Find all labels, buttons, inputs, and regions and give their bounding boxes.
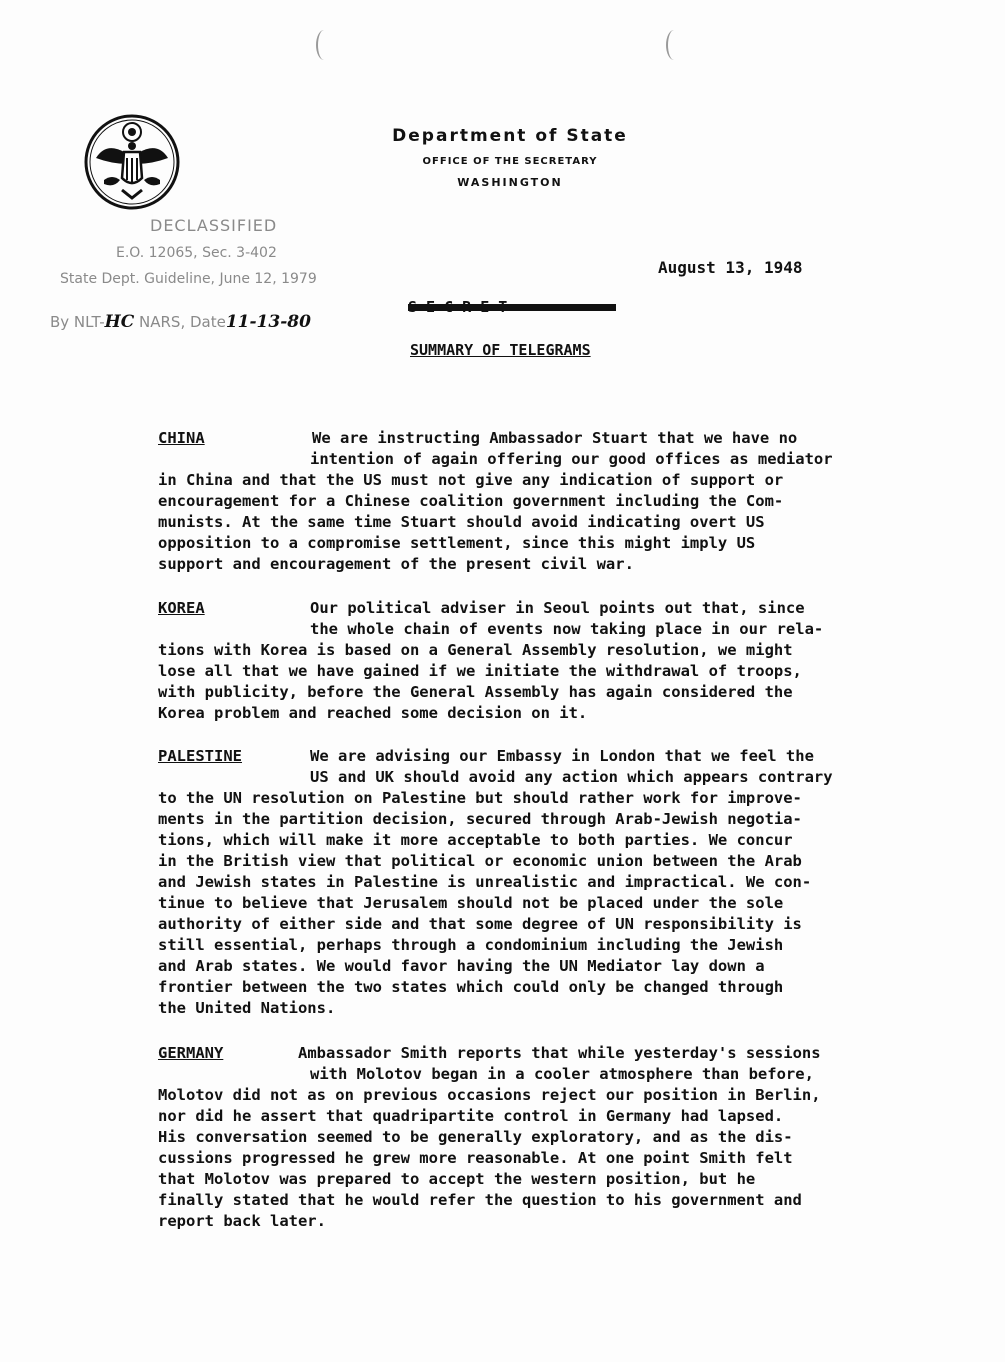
section-line: in China and that the US must not give any indication of support or <box>158 471 784 489</box>
section-line: support and encouragement of the present civil war. <box>158 555 634 573</box>
section-palestine <box>158 746 833 1019</box>
section-line: the whole chain of events now taking place in our rela- <box>310 620 824 638</box>
section-line: nor did he assert that quadripartite control in Germany had lapsed. <box>158 1107 784 1125</box>
section-heading: KOREA <box>158 599 205 617</box>
reviewer-initials: HC <box>104 312 135 332</box>
section-line: the United Nations. <box>158 999 336 1017</box>
section-line: Molotov did not as on previous occasions reject our position in Berlin, <box>158 1086 821 1104</box>
section-line: tinue to believe that Jerusalem should not be placed under the sole <box>158 894 784 912</box>
section-line: US and UK should avoid any action which appears contrary <box>310 768 833 786</box>
redaction-strike <box>408 304 616 311</box>
section-line: frontier between the two states which could only be changed through <box>158 978 784 996</box>
great-seal-eagle-icon <box>82 112 212 212</box>
section-line: cussions progressed he grew more reasonable. At one point Smith felt <box>158 1149 793 1167</box>
section-line: encouragement for a Chinese coalition government including the Com- <box>158 492 784 510</box>
section-line: in the British view that political or economic union between the Arab <box>158 852 802 870</box>
section-line: tions, which will make it more acceptable to both parties. We concur <box>158 831 793 849</box>
authorization-prefix: By NLT- <box>50 313 105 331</box>
section-line: Ambassador Smith reports that while yesterday's sessions <box>298 1044 821 1062</box>
executive-order-ref: E.O. 12065, Sec. 3-402 <box>116 245 277 261</box>
section-line: to the UN resolution on Palestine but should rather work for improve- <box>158 789 802 807</box>
section-korea <box>158 598 823 724</box>
guideline-ref: State Dept. Guideline, June 12, 1979 <box>60 271 317 287</box>
section-line: His conversation seemed to be generally exploratory, and as the dis- <box>158 1128 793 1146</box>
section-heading: GERMANY <box>158 1044 224 1062</box>
section-line: We are advising our Embassy in London that we feel the <box>310 747 814 765</box>
section-line: munists. At the same time Stuart should avoid indicating overt US <box>158 513 765 531</box>
section-line: and Arab states. We would favor having the UN Mediator lay down a <box>158 957 765 975</box>
authorization-line <box>50 314 311 331</box>
section-line: Korea problem and reached some decision on it. <box>158 704 588 722</box>
section-line: intention of again offering our good offices as mediator <box>310 450 833 468</box>
document-date: August 13, 1948 <box>658 258 803 277</box>
section-line: ments in the partition decision, secured through Arab-Jewish negotia- <box>158 810 802 828</box>
office-name: OFFICE OF THE SECRETARY <box>422 156 598 167</box>
section-line: opposition to a compromise settlement, since this might imply US <box>158 534 756 552</box>
section-line: report back later. <box>158 1212 326 1230</box>
section-line: with Molotov began in a cooler atmosphere than before, <box>310 1065 814 1083</box>
section-line: with publicity, before the General Assembly has again considered the <box>158 683 793 701</box>
document-title: SUMMARY OF TELEGRAMS <box>410 341 591 359</box>
city-name: WASHINGTON <box>457 176 563 189</box>
section-line: and Jewish states in Palestine is unrealistic and impractical. We con- <box>158 873 812 891</box>
classification-marking <box>408 298 616 316</box>
section-china <box>158 428 833 575</box>
letterhead <box>330 126 690 189</box>
authorization-mid: NARS, Date <box>134 313 226 331</box>
section-line: lose all that we have gained if we initiate the withdrawal of troops, <box>158 662 802 680</box>
punch-hole-mark <box>666 30 682 60</box>
section-line: We are instructing Ambassador Stuart that we have no <box>312 429 798 447</box>
section-line: tions with Korea is based on a General Assembly resolution, we might <box>158 641 793 659</box>
section-line: Our political adviser in Seoul points out that, since <box>310 599 805 617</box>
section-heading: CHINA <box>158 429 205 447</box>
section-line: finally stated that he would refer the question to his government and <box>158 1191 802 1209</box>
punch-hole-mark <box>316 30 332 60</box>
section-heading: PALESTINE <box>158 747 242 765</box>
declassification-date: 11-13-80 <box>225 312 311 332</box>
declassified-label: DECLASSIFIED <box>150 216 278 235</box>
department-name: Department of State <box>392 126 628 146</box>
section-line: authority of either side and that some degree of UN responsibility is <box>158 915 802 933</box>
section-line: still essential, perhaps through a condominium including the Jewish <box>158 936 784 954</box>
section-line: that Molotov was prepared to accept the western position, but he <box>158 1170 756 1188</box>
section-germany <box>158 1043 821 1232</box>
